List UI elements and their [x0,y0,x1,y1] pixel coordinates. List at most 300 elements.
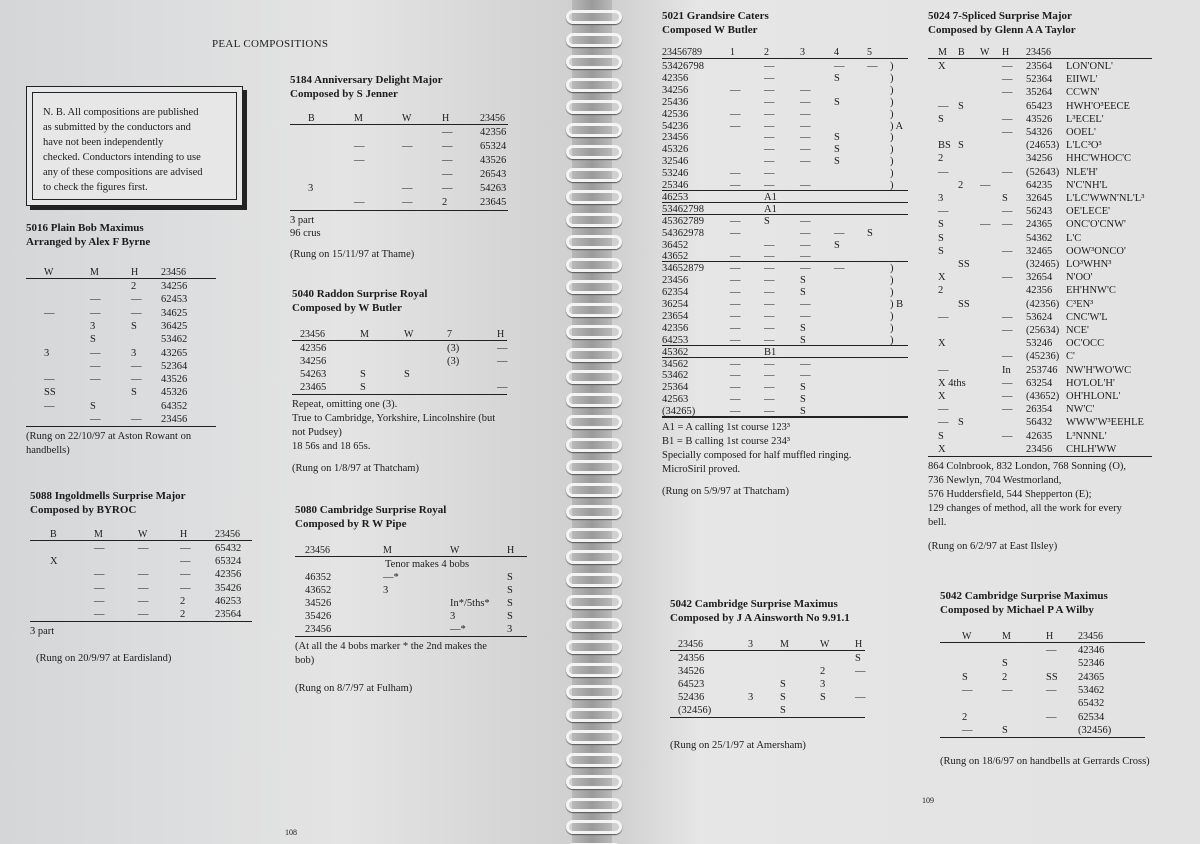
column-header: W [44,267,54,278]
column-header: 1 [730,47,735,58]
cell: — [800,215,811,227]
nb-notice-text [32,92,237,200]
cell: 23654 [662,310,689,322]
cell: — [730,227,741,239]
composition-c5042a [670,598,870,758]
cell: (3) [447,343,460,354]
cell: 42356 [215,569,242,581]
cell: L'C [1066,232,1082,244]
cell: — [730,394,741,406]
page-heading: PEAL COMPOSITIONS [212,38,329,50]
cell: S [834,132,840,144]
cell: — [730,84,741,96]
composition-c5021 [662,10,902,570]
cell: — [1002,684,1013,696]
cell: 3 [820,679,826,690]
cell: (3) [447,356,460,367]
composition-subtitle: Composed by R W Pipe [295,518,407,530]
cell: — [90,374,101,386]
column-header: 3 [748,639,753,650]
cell: — [764,144,775,156]
cell: 23456 [1026,443,1053,455]
cell: — [497,382,508,393]
cell: 54362 [1026,232,1053,244]
composition-c5024 [928,10,1188,590]
cell: 2 [938,285,944,297]
binding-coil [566,78,622,92]
cell: — [180,569,191,581]
cell: — [1002,245,1013,257]
cell: — [94,595,105,607]
cell: 2 [962,711,968,723]
cell: — [1046,645,1057,656]
cell: ) [890,144,894,156]
binding-coil [566,775,622,789]
cell: SS [1046,671,1058,683]
binding-coil [566,145,622,159]
cell: — [138,582,149,594]
cell: 23456 [662,132,689,144]
column-header: M [90,267,99,278]
cell: 56243 [1026,206,1053,218]
composition-subtitle: Composed W Butler [662,24,758,36]
composition-subtitle: Composed by J A Ainsworth No 9.91.1 [670,612,850,624]
cell: — [800,156,811,168]
cell: 34526 [305,598,332,609]
binding-coil [566,100,622,114]
cell: S [958,140,964,152]
cell: S [131,320,137,332]
cell: 23564 [1026,61,1053,72]
cell: — [800,358,811,370]
row-rule [662,345,908,346]
cell: 25364 [662,382,689,394]
cell: S [958,417,964,429]
binding-coil [566,798,622,812]
cell: S [507,598,513,609]
cell: 3 [44,347,50,359]
left-page [0,0,575,844]
cell: — [764,180,775,191]
binding-coil [566,33,622,47]
cell: 43652 [305,585,332,596]
header-rule [290,124,508,125]
rung-note: (Rung on 5/9/97 at Thatcham) [662,486,789,497]
cell: (52643) [1026,166,1060,178]
rung-note: (Rung on 1/8/97 at Thatcham) [292,463,419,474]
cell: — [730,251,741,263]
cell: S [507,611,513,622]
rung-note: (Rung on 18/6/97 on handbells at Gerrards Cross) [940,756,1150,768]
binding-coil [566,213,622,227]
cell: — [764,96,775,108]
cell: 54263 [480,183,507,194]
cell: 3 [938,193,944,204]
cell: B1 [764,346,777,358]
cell: (32456) [678,705,712,716]
cell: S [834,96,840,108]
cell: HWH'O³EECE [1066,100,1130,112]
cell: S [834,144,840,156]
cell: — [497,343,508,354]
cell: 24365 [1078,671,1105,683]
cell: — [764,251,775,263]
table-end-rule [940,737,1145,738]
cell: — [94,609,105,620]
cell: —* [450,624,466,635]
cell: — [1002,113,1013,125]
cell: 42635 [1026,430,1053,442]
column-header: H [855,639,863,650]
cell: — [962,684,973,696]
cell: (25634) [1026,325,1060,336]
composition-title: 5184 Anniversary Delight Major [290,74,443,86]
cell: S [131,387,137,399]
cell: — [764,310,775,322]
binding-coil [566,550,622,564]
cell: 43526 [480,155,507,166]
cell: 32546 [662,156,689,168]
part-count: 3 part [290,215,315,226]
cell: 53462 [161,334,188,346]
composition-note: 18 56s and 18 65s. [292,441,371,452]
cell: 42356 [300,343,327,354]
cell: 2 [180,595,186,607]
composition-note: handbells) [26,445,70,457]
cell: S [800,275,806,287]
cell: S [958,100,964,112]
cell: — [800,251,811,263]
column-header: 23456 [678,639,703,650]
rung-note: (Rung on 8/7/97 at Fulham) [295,683,413,694]
cell: L³ECEL' [1066,113,1104,125]
cell: S [1002,724,1008,736]
column-header: 7 [447,329,452,340]
column-header: H [1002,47,1010,58]
cell: 35426 [305,611,332,622]
cell: S [938,219,944,231]
cell: — [138,569,149,581]
composition-title: 5080 Cambridge Surprise Royal [295,504,447,516]
cell: S [780,679,786,690]
cell: S [938,430,944,442]
cell: 32645 [1026,193,1053,204]
cell: — [800,299,811,310]
cell: — [1002,377,1013,389]
cell: — [1002,325,1013,336]
binding-coil [566,618,622,632]
cell: — [730,382,741,394]
cell: S [800,406,806,418]
cell: — [131,307,142,319]
column-header: 23456789 [662,47,702,58]
binding-coil [566,348,622,362]
cell: — [764,299,775,310]
cell: X 4ths [938,377,966,389]
cell: — [90,294,101,306]
cell: SS [958,298,970,310]
binding-coil [566,123,622,137]
binding-coil [566,483,622,497]
cell: S [1002,658,1008,670]
cell: 34526 [678,666,705,677]
cell: ) [890,108,894,120]
composition-title: 5040 Raddon Surprise Royal [292,288,428,300]
cell: 43526 [161,374,188,386]
cell: S [834,156,840,168]
column-header: W [450,545,460,556]
cell: — [354,197,365,208]
rung-note: (Rung on 15/11/97 at Thame) [290,249,415,260]
composition-title: 5016 Plain Bob Maximus [26,222,144,234]
composition-title: 5024 7-Spliced Surprise Major [928,10,1072,22]
cell: 54263 [300,369,327,380]
column-header: 5 [867,47,872,58]
cell: A1 [764,203,777,215]
cell: 24365 [1026,219,1053,231]
cell: 53462 [662,370,689,382]
cell: 65432 [215,543,242,554]
column-header: 23456 [1026,47,1051,58]
cell: 34652879 [662,263,704,275]
cell: — [730,263,741,275]
header-rule [670,650,865,651]
composition-note: (Rung on 22/10/97 at Aston Rowant on [26,431,192,443]
cell: (43652) [1026,391,1060,402]
cell: 45362 [662,346,689,358]
cell: — [938,311,949,323]
cell: — [730,406,741,418]
cell: 2 [1002,671,1008,683]
composition-c5016 [26,222,256,482]
column-header: W [404,329,414,340]
column-header: M [938,47,947,58]
cell: — [497,356,508,367]
cell: 52364 [161,360,188,372]
cell: 65324 [480,141,507,152]
cell: 35426 [215,582,242,594]
cell: — [354,155,365,166]
cell: 42356 [662,72,689,84]
cell: — [94,582,105,594]
column-header: H [1046,631,1054,642]
composition-note: Specially composed for half muffled ringing. [662,450,852,461]
cell: — [730,275,741,287]
cell: 34562 [662,358,689,370]
nb-notice-box [26,86,243,206]
cell: — [1002,311,1013,323]
cell: ) [890,334,894,346]
composition-note: 864 Colnbrook, 832 London, 768 Sonning (O), [928,461,1127,472]
composition-note: True to Cambridge, Yorkshire, Lincolnshire (but [292,413,496,424]
column-header: M [94,529,103,540]
cell: ) [890,180,894,191]
cell: 32465 [1026,245,1053,257]
composition-c5040 [292,288,540,488]
cell: — [938,206,949,218]
cell: 46253 [662,191,689,203]
cell: In*/5ths* [450,598,490,609]
cell: 53246 [1026,338,1053,350]
cell: — [1002,61,1013,72]
cell: 3 [507,624,513,635]
cell: 3 [383,585,389,596]
cell: — [764,156,775,168]
binding-coil [566,820,622,834]
binding-coil [566,460,622,474]
cell: 3 [450,611,456,622]
cell: 2 [958,179,964,191]
binding-coil [566,640,622,654]
cell: NLE'H' [1066,166,1098,178]
cell: 54236 [662,120,689,132]
cell: 25346 [662,180,689,191]
cell: — [800,96,811,108]
rung-note: (Rung on 6/2/97 at East Ilsley) [928,541,1058,552]
cell: 32654 [1026,272,1053,284]
cell: 63254 [1026,377,1053,389]
cell: 64523 [678,679,705,690]
composition-note: Repeat, omitting one (3). [292,399,398,410]
column-header: W [962,631,972,642]
cell: S [938,232,944,244]
cell: In [1002,364,1011,376]
table-end-rule [30,621,252,622]
column-header: H [180,529,188,540]
column-header: 2 [764,47,769,58]
cell: S [360,382,366,393]
cell: X [938,272,946,284]
column-header: W [820,639,830,650]
composition-c5080 [295,504,530,704]
binding-coil [566,708,622,722]
cell: — [402,183,413,194]
cell: 46253 [215,595,242,607]
cell: N'C'NH'L [1066,179,1108,191]
cell: — [938,100,949,112]
cell: — [764,287,775,299]
cell: — [1002,404,1013,416]
cell: 26543 [480,169,507,180]
cell: 34256 [1026,153,1053,165]
cell: — [180,556,191,568]
cell: EIIWL' [1066,74,1098,86]
cell: BS [938,140,951,152]
cell: 54362978 [662,227,704,239]
cell: — [730,358,741,370]
composition-note: (At all the 4 bobs marker * the 2nd makes the [295,641,487,652]
composition-note: 736 Newlyn, 704 Westmorland, [928,475,1062,486]
binding-coil [566,595,622,609]
cell: — [402,141,413,152]
cell: S [780,692,786,703]
cell: S [834,239,840,251]
nb-line: any of these compositions are advised [43,167,203,178]
page-number: 108 [285,828,297,837]
cell: — [90,347,101,359]
binding-coil [566,325,622,339]
cell: ) [890,61,894,72]
cell: 52346 [1078,658,1105,670]
cell: 36425 [161,320,188,332]
cell: — [855,666,866,677]
cell: 64352 [161,400,188,412]
binding-coil [566,753,622,767]
column-header: W [402,113,412,124]
cell: — [44,307,55,319]
cell: (45236) [1026,351,1060,363]
cell: — [980,179,991,191]
binding-coil [566,528,622,542]
header-rule [662,58,908,59]
cell: — [442,169,453,180]
binding-coil [566,685,622,699]
cell: — [962,724,973,736]
cell: 53246 [662,168,689,180]
cell: — [938,417,949,429]
column-header: M [1002,631,1011,642]
cell: S [764,215,770,227]
cell: — [764,72,775,84]
cell: — [442,127,453,138]
cell: WWW'W³EEHLE [1066,417,1144,429]
cell: ) [890,287,894,299]
cell: 34256 [161,281,188,292]
cell: A1 [764,191,777,203]
column-header: 23456 [300,329,325,340]
cell: — [855,692,866,703]
cell: CHLH'WW [1066,443,1117,455]
column-header: 3 [800,47,805,58]
cell: — [131,414,142,425]
cell: —* [383,572,399,583]
table-end-rule [292,394,507,395]
cell: — [94,543,105,554]
table-end-rule [928,456,1152,457]
composition-subtitle: Arranged by Alex F Byrne [26,236,151,248]
cell: 43526 [1026,113,1053,125]
cell: — [90,414,101,425]
header-rule [295,556,527,557]
cell: — [138,543,149,554]
cell: — [354,141,365,152]
cell: 65423 [1026,100,1053,112]
cell: 43265 [161,347,188,359]
cell: 3 [90,320,96,332]
cell: 36452 [662,239,689,251]
binding-coil [566,303,622,317]
cell: HHC'WHOC'C [1066,153,1132,165]
cell: 54326 [1026,127,1053,138]
cell: — [1046,711,1057,723]
cell: L'LC³O³ [1066,140,1102,152]
binding-coil [566,663,622,677]
composition-note: 576 Huddersfield, 544 Shepperton (E); [928,489,1092,500]
cell: C' [1066,351,1075,363]
composition-c5042b [940,590,1180,780]
binding-coil [566,438,622,452]
nb-line: have not been independently [43,137,164,148]
cell: ) B [890,299,904,310]
cell: (32456) [1078,724,1112,736]
cell: ) [890,96,894,108]
column-header: M [360,329,369,340]
composition-title: 5088 Ingoldmells Surprise Major [30,490,186,502]
cell: SS [44,387,56,399]
cell: — [1002,430,1013,442]
cell: EH'HNW'C [1066,285,1116,297]
composition-subtitle: Composed by BYROC [30,504,137,516]
